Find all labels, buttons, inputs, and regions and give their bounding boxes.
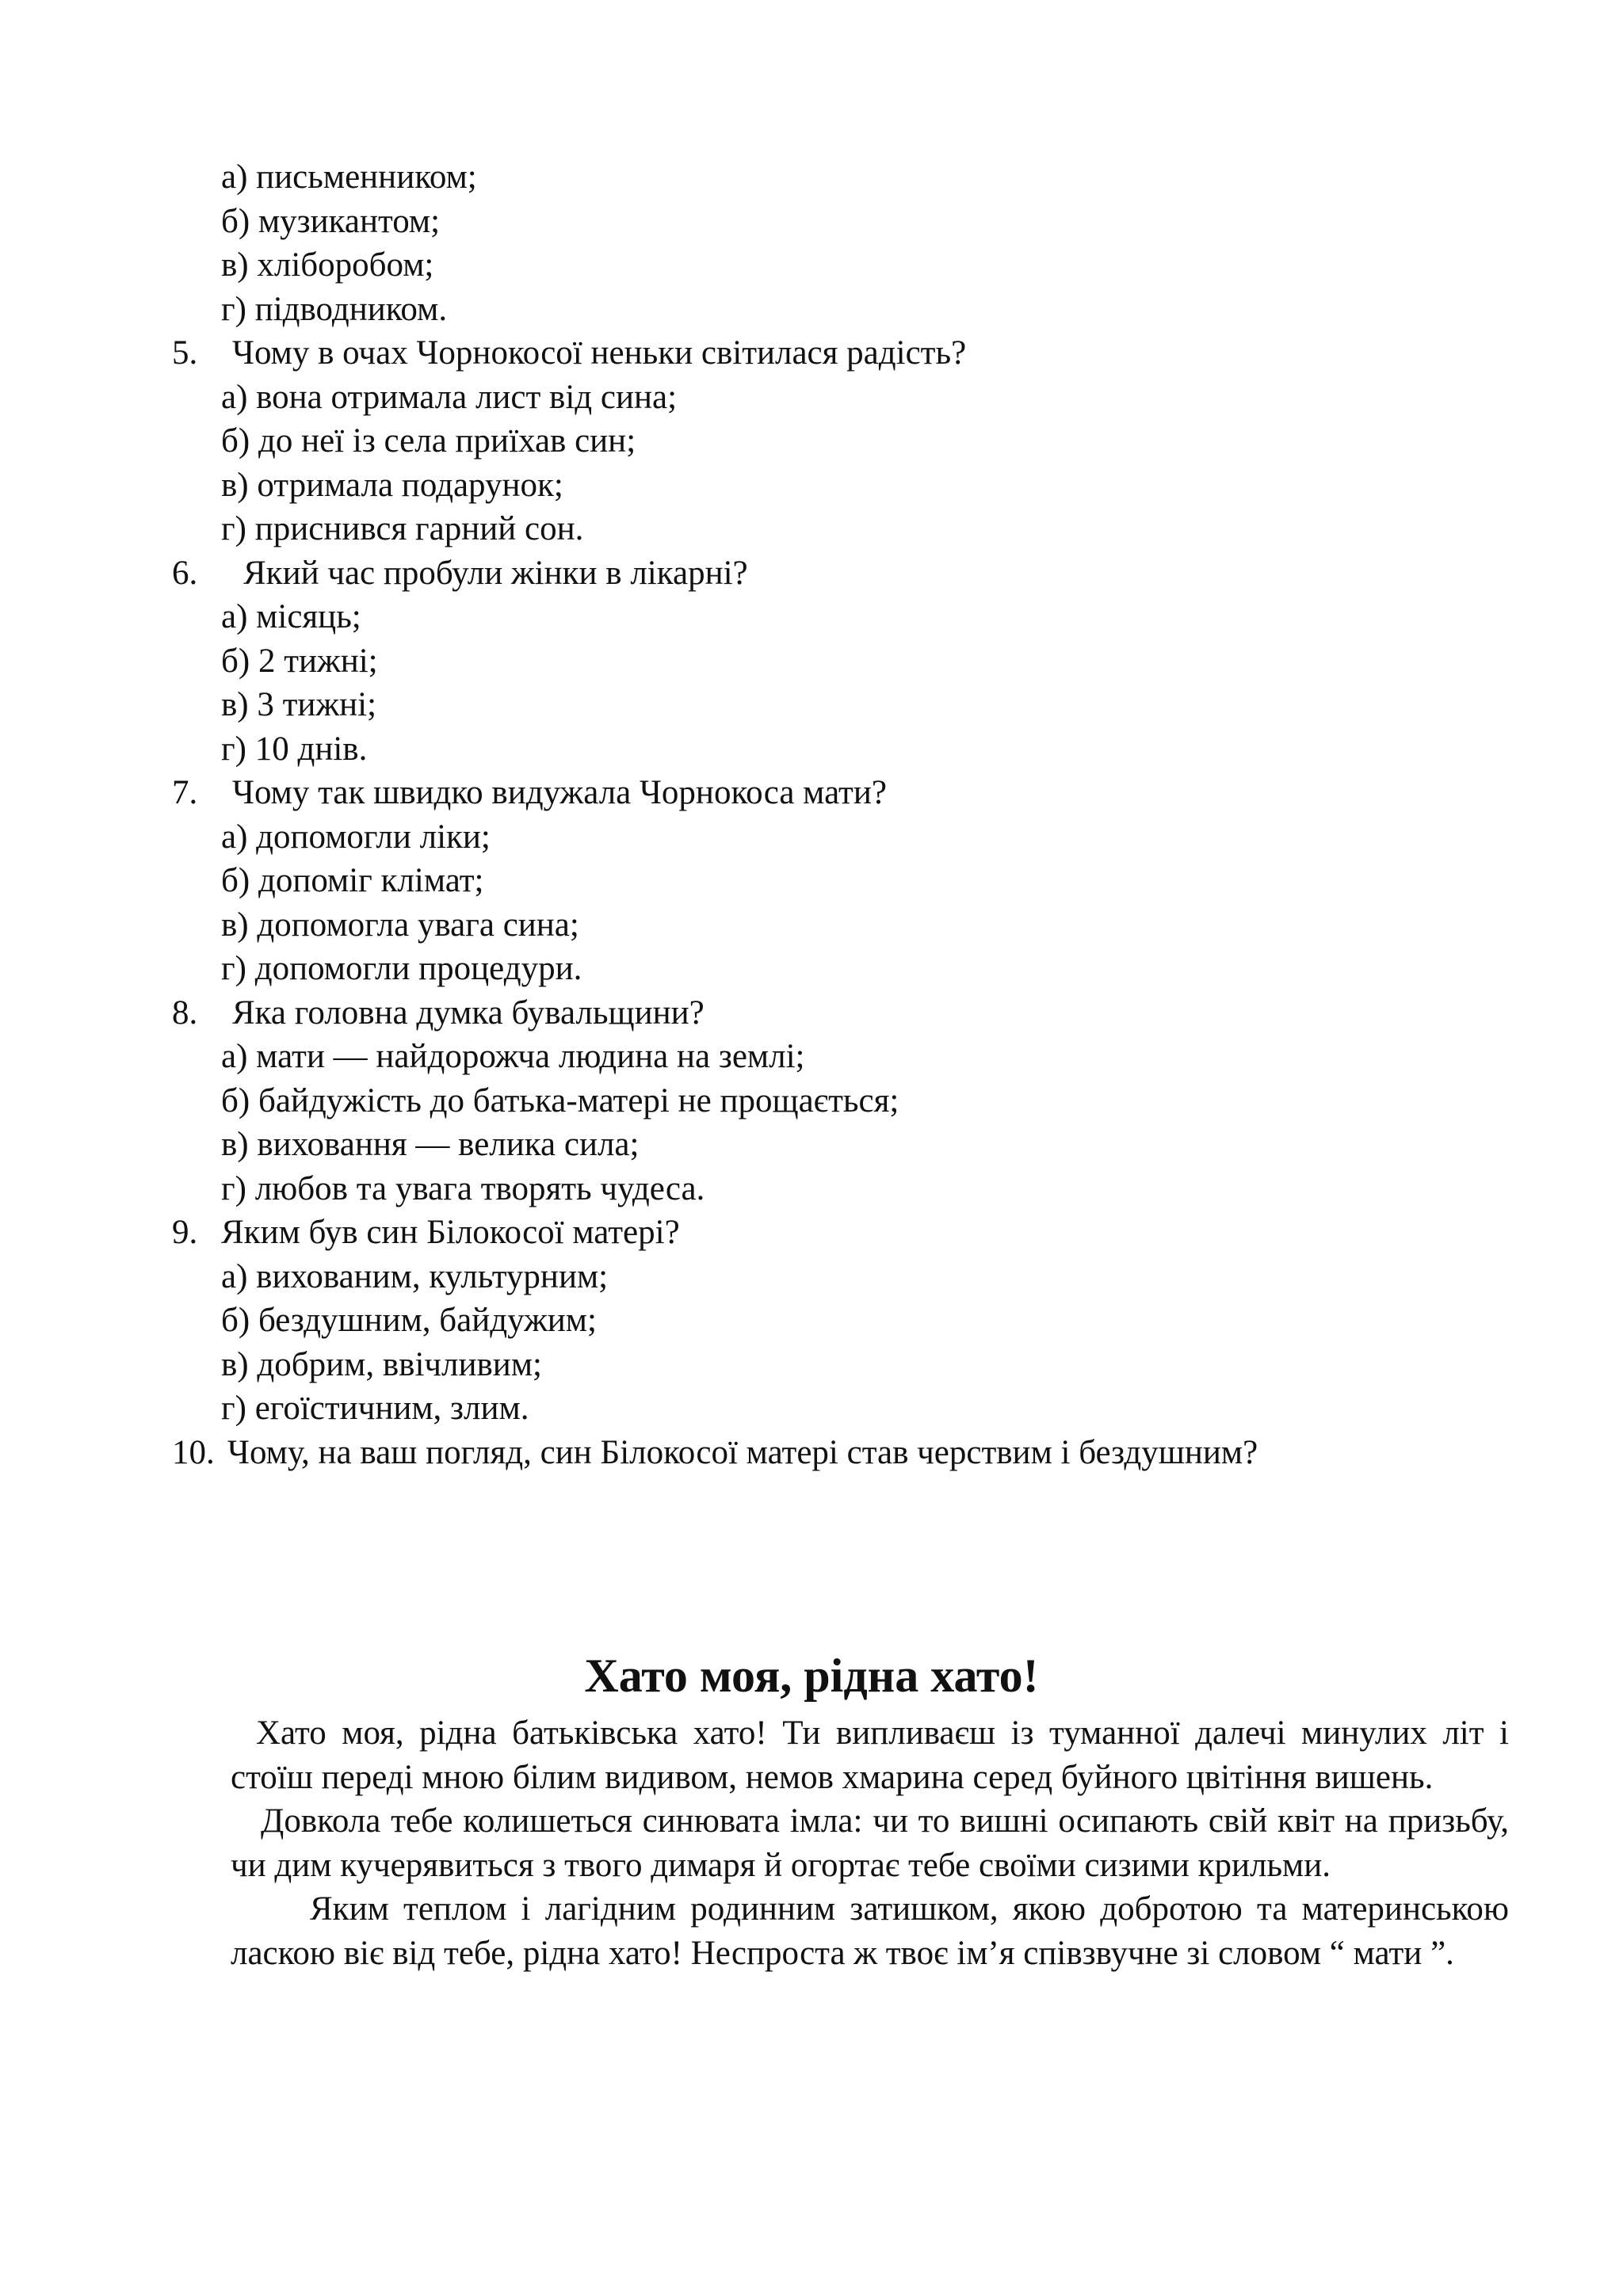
question-7	[172, 771, 1519, 815]
question-text: Чому в очах Чорнокосої неньки світилася радість?	[232, 334, 967, 372]
question-number: 8.	[172, 994, 198, 1032]
answer-option: в) допомогла увага сина;	[221, 906, 579, 944]
story-body	[231, 1711, 1509, 1975]
question-text: Який час пробули жінки в лікарні?	[243, 554, 748, 592]
quiz-list	[172, 155, 1519, 1474]
answer-option: г) допомогли процедури.	[221, 950, 582, 987]
answer-option: а) письменником;	[221, 158, 477, 196]
answer-option: а) допомогли ліки;	[221, 818, 491, 856]
answer-option: а) мати — найдорожча людина на землі;	[221, 1038, 805, 1075]
answer-option: в) виховання — велика сила;	[221, 1126, 640, 1163]
question-number: 5.	[172, 334, 198, 372]
question-9	[172, 1211, 1519, 1255]
question-6	[172, 551, 1519, 596]
answer-option: в) отримала подарунок;	[221, 466, 563, 504]
answer-option: а) вихованим, культурним;	[221, 1257, 609, 1295]
question-text: Яка головна думка бувальщини?	[232, 994, 705, 1032]
answer-option: а) вона отримала лист від сина;	[221, 378, 678, 416]
question-10	[172, 1431, 1519, 1475]
answer-option: г) 10 днів.	[221, 730, 368, 768]
answer-option: а) місяць;	[221, 598, 361, 635]
question-text: Яким був син Білокосої матері?	[221, 1214, 680, 1251]
story-title: Хато моя, рідна хато!	[584, 1650, 1039, 1702]
question-5	[172, 331, 1519, 376]
answer-option: в) хліборобом;	[221, 246, 434, 284]
question-number: 9.	[172, 1214, 198, 1251]
answer-option: в) добрим, ввічливим;	[221, 1345, 542, 1383]
question-text: Чому так швидко видужала Чорнокоса мати?	[232, 774, 887, 811]
question-text: Чому, на ваш погляд, син Білокосої матері став черствим і бездушним?	[227, 1433, 1258, 1471]
answer-option: б) 2 тижні;	[221, 642, 378, 680]
question-number: 10.	[172, 1433, 215, 1471]
story-paragraph: Хато моя, рідна батьківська хато! Ти випливаєш із туманної далечі минулих літ і стоїш переді мною білим видивом, немов хмарина серед буйного цвітіння вишень.	[231, 1714, 1509, 1796]
answer-option: б) бездушним, байдужим;	[221, 1302, 597, 1339]
question-8	[172, 991, 1519, 1035]
question-number: 6.	[172, 554, 198, 592]
answer-option: б) до неї із села приїхав син;	[221, 422, 636, 460]
story-paragraph: Яким теплом і лагідним родинним затишком, якою добротою та материнською ласкою віє від тебе, рідна хато! Неспроста ж твоє ім’я співзвучне зі словом “ мати ”.	[231, 1890, 1509, 1972]
answer-option: б) допоміг клімат;	[221, 862, 484, 899]
answer-option: б) байдужість до батька-матері не прощається;	[221, 1081, 899, 1119]
answer-option: б) музикантом;	[221, 202, 441, 240]
answer-option: г) любов та увага творять чудеса.	[221, 1169, 705, 1207]
story-paragraph: Довкола тебе колишеться синювата імла: чи то вишні осипають свій квіт на призьбу, чи дим кучерявиться з твого димаря й огортає тебе своїми сизими крильми.	[231, 1802, 1509, 1884]
question-number: 7.	[172, 774, 198, 811]
answer-option: в) 3 тижні;	[221, 686, 377, 723]
answer-option: г) підводником.	[221, 290, 448, 328]
answer-option: г) приснився гарний сон.	[221, 510, 584, 547]
answer-option: г) егоїстичним, злим.	[221, 1390, 529, 1427]
